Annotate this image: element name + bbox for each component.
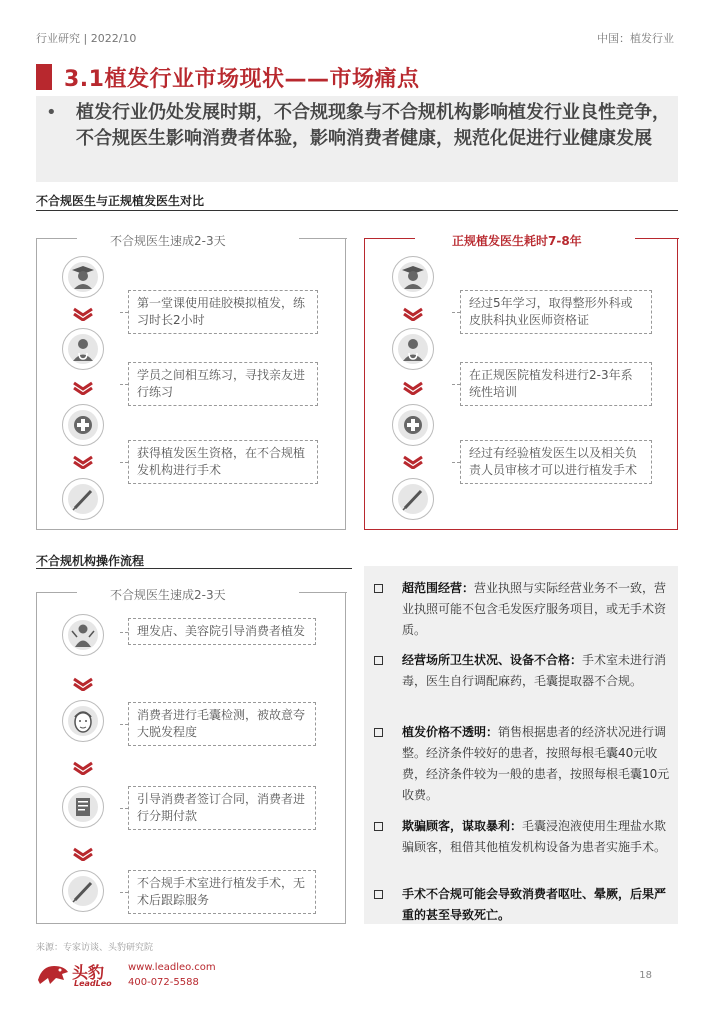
- logo-text-cn: 头豹: [72, 963, 105, 982]
- face-icon: [62, 700, 104, 742]
- section1-divider: [36, 210, 678, 211]
- issue-item: [374, 650, 672, 692]
- issue-item: [374, 816, 672, 858]
- graduate-icon: [392, 256, 434, 298]
- barber-icon: [62, 614, 104, 656]
- regular-step-2: 在正规医院植发科进行2-3年系统性培训: [460, 362, 652, 406]
- irregular-process-title: 不合规医生速成2-3天: [110, 588, 226, 602]
- issue-item: [374, 722, 672, 806]
- contract-icon: [62, 786, 104, 828]
- process-step-3: 引导消费者签订合同，消费者进行分期付款: [128, 786, 316, 830]
- summary-box: [36, 96, 678, 182]
- process-step-2: 消费者进行毛囊检测，被故意夸大脱发程度: [128, 702, 316, 746]
- issue-item: [374, 578, 672, 641]
- section2-divider: [36, 568, 352, 569]
- regular-step-3: 经过有经验植发医生以及相关负责人员审核才可以进行植发手术: [460, 440, 652, 484]
- source-note: 来源：专家访谈、头豹研究院: [36, 943, 154, 953]
- chevron-down-icon: [72, 760, 94, 774]
- chevron-down-icon: [402, 454, 424, 468]
- irregular-step-3: 获得植发医生资格，在不合规植发机构进行手术: [128, 440, 318, 484]
- doctor-icon: [392, 328, 434, 370]
- process-step-4: 不合规手术室进行植发手术，无术后跟踪服务: [128, 870, 316, 914]
- summary-bullet: •: [46, 102, 57, 123]
- irregular-step-1: 第一堂课使用硅胶模拟植发，练习时长2小时: [128, 290, 318, 334]
- issue-body: 手术室未进行消毒，医生自行调配麻药，毛囊提取器不合规。: [402, 653, 667, 688]
- chevron-down-icon: [402, 306, 424, 320]
- header-left: 行业研究 | 2022/10: [36, 32, 137, 45]
- chevron-down-icon: [72, 380, 94, 394]
- issue-heading: 超范围经营：: [402, 581, 475, 595]
- issue-body: 营业执照与实际经营业务不一致，营业执照可能不包含毛发医疗服务项目，或无手术资质。: [402, 581, 667, 637]
- chevron-down-icon: [72, 846, 94, 860]
- title-marker: [36, 64, 52, 90]
- issue-heading: 经营场所卫生状况、设备不合格：: [402, 653, 583, 667]
- irregular-step-2: 学员之间相互练习，寻找亲友进行练习: [128, 362, 318, 406]
- summary-text: 植发行业仍处发展时期，不合规现象与不合规机构影响植发行业良性竞争，不合规医生影响消费者体验，影响消费者健康，规范化促进行业健康发展: [76, 102, 670, 149]
- issues-list: [364, 566, 678, 924]
- chevron-down-icon: [72, 676, 94, 690]
- issue-heading: 手术不合规可能会导致消费者呕吐、晕厥，后果严重的甚至导致死亡。: [402, 887, 667, 922]
- medical-cross-icon: [62, 404, 104, 446]
- section2-label: 不合规机构操作流程: [36, 554, 145, 568]
- phone-number: 400-072-5588: [128, 977, 199, 988]
- doctor-icon: [62, 328, 104, 370]
- issue-body: 销售根据患者的经济状况进行调整。经济条件较好的患者，按照每根毛囊40元收费，经济条件较为一般的患者，按照每根毛囊10元收费。: [402, 725, 670, 802]
- scalpel-icon: [62, 870, 104, 912]
- issue-item: [374, 884, 672, 926]
- page-number: 18: [639, 970, 652, 981]
- header-right: 中国：植发行业: [597, 32, 674, 45]
- graduate-icon: [62, 256, 104, 298]
- website-link[interactable]: www.leadleo.com: [128, 962, 216, 973]
- regular-step-1: 经过5年学习，取得整形外科或皮肤科执业医师资格证: [460, 290, 652, 334]
- issue-body: 毛囊浸泡液使用生理盐水欺骗顾客，租借其他植发机构设备为患者实施手术。: [402, 819, 667, 854]
- issue-heading: 植发价格不透明：: [402, 725, 499, 739]
- brand-logo: [36, 958, 236, 998]
- medical-cross-icon: [392, 404, 434, 446]
- regular-doctor-title: 正规植发医生耗时7-8年: [452, 234, 582, 248]
- leopard-logo-icon: [36, 958, 70, 988]
- logo-text-en: LeadLeo: [74, 979, 112, 988]
- process-step-1: 理发店、美容院引导消费者植发: [128, 618, 316, 645]
- page-title: 3.1植发行业市场现状——市场痛点: [64, 67, 420, 92]
- chevron-down-icon: [402, 380, 424, 394]
- scalpel-icon: [62, 478, 104, 520]
- issue-heading: 欺骗顾客，谋取暴利：: [402, 819, 523, 833]
- section1-label: 不合规医生与正规植发医生对比: [36, 194, 205, 208]
- scalpel-icon: [392, 478, 434, 520]
- chevron-down-icon: [72, 306, 94, 320]
- irregular-doctor-title: 不合规医生速成2-3天: [110, 234, 226, 248]
- chevron-down-icon: [72, 454, 94, 468]
